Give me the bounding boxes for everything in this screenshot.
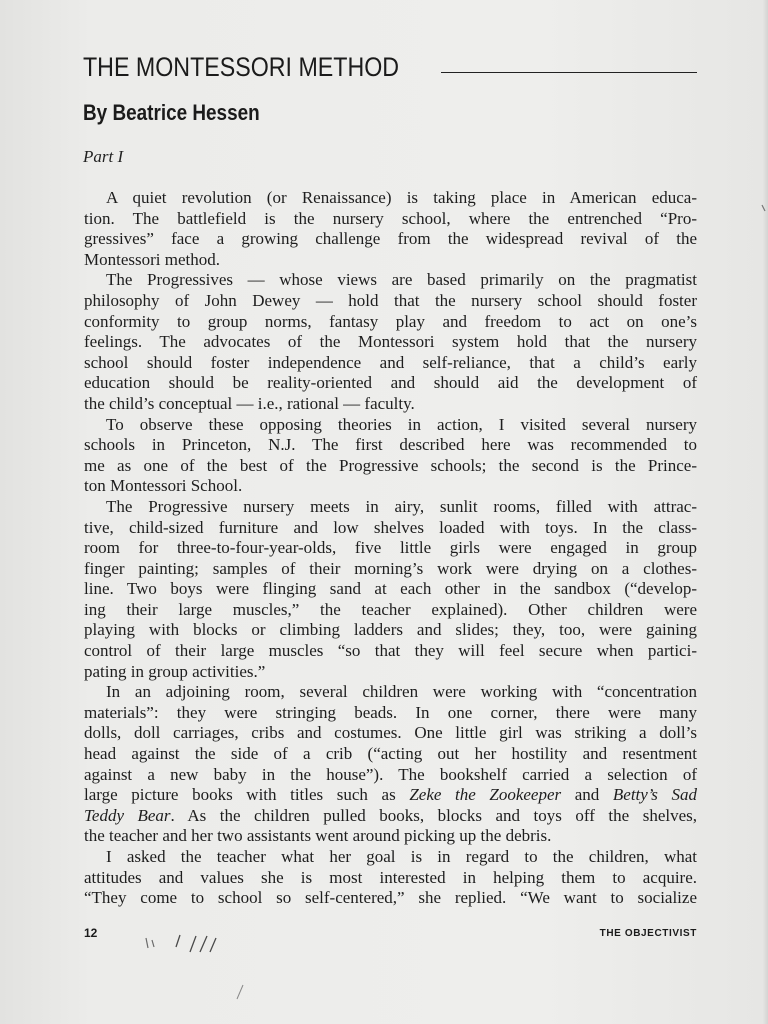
body-line: conformity to group norms, fantasy play and freedom to act on one’s [84,311,697,331]
body-line: pating in group activities.” [84,661,266,681]
body-line: gressives” face a growing challenge from the widespread revival of the [84,229,697,249]
body-line: the teacher and her two assistants went around picking up the debris. [84,826,552,846]
body-line: playing with blocks or climbing ladders and slides; they, too, were gaining [84,620,697,640]
page-number: 12 [84,926,98,940]
body-line-text: large picture books with titles such as [84,785,396,805]
article-byline: By Beatrice Hessen [83,100,260,125]
article-title: THE MONTESSORI METHOD [83,52,400,82]
body-line: A quiet revolution (or Renaissance) is taking place in American educa- [106,188,697,207]
body-line: In an adjoining room, several children were working with “concentration [106,682,697,702]
part-heading: Part I [83,147,124,166]
body-line: The Progressives — whose views are based primarily on the pragmatist [106,270,697,290]
body-line: ing their large muscles,” the teacher explained). Other children were [84,599,697,619]
body-line: ton Montessori School. [84,476,243,496]
body-line: To observe these opposing theories in action, I visited several nursery [106,414,697,434]
body-line: Montessori method. [84,249,220,269]
book-title: Teddy Bear [84,805,171,825]
body-line: I asked the teacher what her goal is in regard to the children, what [106,847,697,866]
magazine-name: THE OBJECTIVIST [599,928,697,939]
conjunction: and [561,785,613,805]
body-line: The Progressive nursery meets in airy, sunlit rooms, filled with attrac- [106,496,697,516]
body-line: education should be reality-oriented and should aid the development of [84,373,697,393]
body-line: tive, child-sized furniture and low shelves loaded with toys. In the class- [84,517,697,537]
body-line: control of their large muscles “so that they will feel secure when partici- [84,641,697,661]
body-line: philosophy of John Dewey — hold that the nursery school should foster [84,290,697,310]
body-line: dolls, doll carriages, cribs and costumes. One little girl was striking a doll’s [84,723,697,743]
body-line: feelings. The advocates of the Montessori system hold that the nursery [84,332,697,352]
body-line: tion. The battlefield is the nursery school, where the entrenched “Pro- [84,208,697,228]
book-title: Betty’s Sad [612,785,697,805]
body-line: schools in Princeton, N.J. The first described here was recommended to [84,435,697,455]
body-line: head against the side of a crib (“acting out her hostility and resentment [84,744,697,764]
body-line: “They come to school so self-centered,” she replied. “We want to socialize [84,888,697,908]
book-title: Zeke the Zookeeper [409,785,562,805]
body-line-text: . As the children pulled books, blocks and toys off the shelves, [170,805,697,825]
body-line: materials”: they were stringing beads. In one corner, there were many [84,702,697,722]
body-line: against a new baby in the house”). The bookshelf carried a selection of [84,764,697,784]
body-line: line. Two boys were flinging sand at each other in the sandbox (“develop- [84,579,697,599]
body-line: school should foster independence and self-reliance, that a child’s early [84,352,697,372]
body-line: attitudes and values she is most interested in helping them to acquire. [84,867,697,887]
body-line: the child’s conceptual — i.e., rational — faculty. [84,393,415,413]
body-line: me as one of the best of the Progressive schools; the second is the Prince- [84,455,697,475]
body-line: room for three-to-four-year-olds, five little girls were engaged in group [84,538,697,558]
body-line: finger painting; samples of their morning’s work were drying on a clothes- [84,558,697,578]
